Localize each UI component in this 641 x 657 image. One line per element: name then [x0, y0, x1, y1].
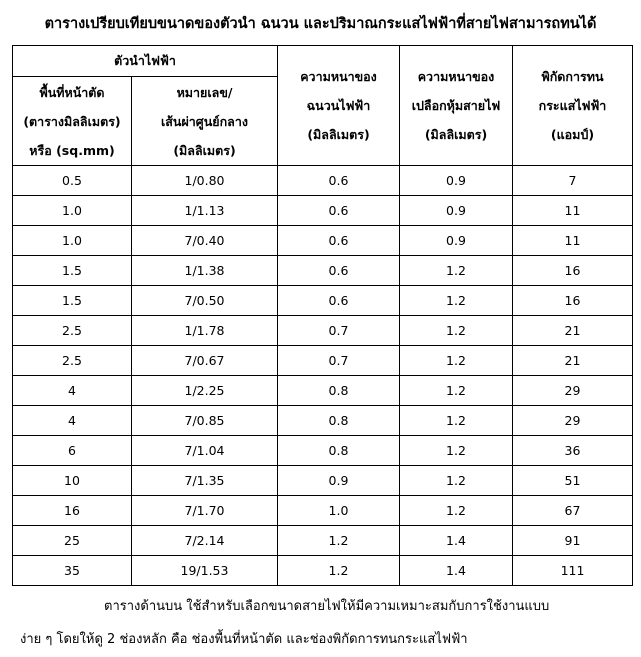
header-line: (มิลลิเมตร): [173, 142, 236, 158]
cell-sheath-thickness: 1.2: [400, 466, 513, 496]
cell-sheath-thickness: 0.9: [400, 226, 513, 256]
cell-insulation-thickness: 0.6: [278, 256, 400, 286]
cell-strand-diameter: 7/1.35: [132, 466, 278, 496]
header-line: ฉนวนไฟฟ้า: [306, 98, 371, 113]
cell-sheath-thickness: 1.2: [400, 436, 513, 466]
table-row: [13, 166, 633, 196]
table-row: [13, 226, 633, 256]
header-line: (แอมป์): [550, 127, 595, 142]
table-row: [13, 466, 633, 496]
cell-strand-diameter: 7/0.85: [132, 406, 278, 436]
wire-size-table: [12, 45, 633, 586]
strand-diameter-header: [132, 77, 278, 166]
table-row: [13, 346, 633, 376]
cell-insulation-thickness: 0.6: [278, 196, 400, 226]
cell-strand-diameter: 7/1.04: [132, 436, 278, 466]
cell-sheath-thickness: 1.4: [400, 556, 513, 586]
header-line: (มิลลิเมตร): [424, 127, 488, 142]
cell-cross-section: 4: [13, 376, 132, 406]
header-line: หมายเลข/: [176, 84, 233, 100]
cell-cross-section: 0.5: [13, 166, 132, 196]
cell-cross-section: 10: [13, 466, 132, 496]
cell-sheath-thickness: 0.9: [400, 196, 513, 226]
table-row: [13, 316, 633, 346]
cell-strand-diameter: 7/2.14: [132, 526, 278, 556]
table-row: [13, 526, 633, 556]
cell-current-rating: 91: [513, 526, 633, 556]
cell-sheath-thickness: 1.2: [400, 316, 513, 346]
cell-insulation-thickness: 1.2: [278, 526, 400, 556]
cell-cross-section: 2.5: [13, 316, 132, 346]
cell-strand-diameter: 1/2.25: [132, 376, 278, 406]
cell-current-rating: 16: [513, 286, 633, 316]
cell-current-rating: 111: [513, 556, 633, 586]
cell-current-rating: 11: [513, 226, 633, 256]
table-row: [13, 376, 633, 406]
cell-cross-section: 1.0: [13, 226, 132, 256]
cell-strand-diameter: 19/1.53: [132, 556, 278, 586]
table-row: [13, 436, 633, 466]
cell-cross-section: 4: [13, 406, 132, 436]
cell-insulation-thickness: 0.7: [278, 346, 400, 376]
header-line: พิกัดการทน: [541, 69, 604, 84]
cell-insulation-thickness: 0.6: [278, 226, 400, 256]
cell-sheath-thickness: 1.2: [400, 496, 513, 526]
header-line: เปลือกหุ้มสายไฟ: [411, 98, 501, 113]
cell-cross-section: 16: [13, 496, 132, 526]
sheath-thickness-header: [400, 46, 513, 166]
table-row: [13, 406, 633, 436]
cell-current-rating: 7: [513, 166, 633, 196]
cell-strand-diameter: 1/1.38: [132, 256, 278, 286]
cell-current-rating: 29: [513, 376, 633, 406]
header-line: เส้นผ่าศูนย์กลาง: [161, 113, 248, 129]
cell-strand-diameter: 1/1.13: [132, 196, 278, 226]
cell-current-rating: 21: [513, 316, 633, 346]
cell-sheath-thickness: 1.2: [400, 256, 513, 286]
cell-current-rating: 67: [513, 496, 633, 526]
cell-sheath-thickness: 1.2: [400, 406, 513, 436]
cell-current-rating: 51: [513, 466, 633, 496]
header-line: พื้นที่หน้าตัด: [39, 84, 105, 100]
cell-insulation-thickness: 0.8: [278, 436, 400, 466]
insulation-thickness-header: [278, 46, 400, 166]
cell-current-rating: 21: [513, 346, 633, 376]
note-line-2: ง่าย ๆ โดยให้ดู 2 ช่องหลัก คือ ช่องพื้นที่หน้าตัด และช่องพิกัดการทนกระแสไฟฟ้า: [20, 632, 468, 647]
cell-current-rating: 36: [513, 436, 633, 466]
cell-insulation-thickness: 0.6: [278, 166, 400, 196]
table-row: [13, 196, 633, 226]
cell-insulation-thickness: 1.2: [278, 556, 400, 586]
header-line: กระแสไฟฟ้า: [538, 98, 607, 113]
cell-cross-section: 2.5: [13, 346, 132, 376]
table-body: [13, 166, 633, 586]
cell-insulation-thickness: 0.8: [278, 406, 400, 436]
note-line-1: ตารางด้านบน ใช้สำหรับเลือกขนาดสายไฟให้มีความเหมาะสมกับการใช้งานแบบ: [104, 599, 550, 614]
cell-sheath-thickness: 1.2: [400, 286, 513, 316]
cell-insulation-thickness: 0.7: [278, 316, 400, 346]
cell-strand-diameter: 7/0.67: [132, 346, 278, 376]
header-line: ความหนาของ: [417, 69, 495, 84]
cell-sheath-thickness: 0.9: [400, 166, 513, 196]
header-line: (ตารางมิลลิเมตร): [23, 113, 121, 129]
current-rating-header: [513, 46, 633, 166]
table-row: [13, 256, 633, 286]
table-row: [13, 286, 633, 316]
conductor-group-header: ตัวนำไฟฟ้า: [13, 46, 278, 77]
cell-current-rating: 16: [513, 256, 633, 286]
cell-insulation-thickness: 1.0: [278, 496, 400, 526]
cell-cross-section: 25: [13, 526, 132, 556]
cell-strand-diameter: 7/0.40: [132, 226, 278, 256]
cell-strand-diameter: 1/0.80: [132, 166, 278, 196]
cross-section-header: [13, 77, 132, 166]
cell-cross-section: 35: [13, 556, 132, 586]
cell-sheath-thickness: 1.2: [400, 376, 513, 406]
cell-cross-section: 1.5: [13, 256, 132, 286]
cell-strand-diameter: 1/1.78: [132, 316, 278, 346]
cell-insulation-thickness: 0.9: [278, 466, 400, 496]
cell-strand-diameter: 7/1.70: [132, 496, 278, 526]
cell-insulation-thickness: 0.6: [278, 286, 400, 316]
cell-cross-section: 6: [13, 436, 132, 466]
cell-insulation-thickness: 0.8: [278, 376, 400, 406]
table-title: ตารางเปรียบเทียบขนาดของตัวนำ ฉนวน และปริมาณกระแสไฟฟ้าที่สายไฟสามารถทนได้: [44, 16, 597, 32]
cell-strand-diameter: 7/0.50: [132, 286, 278, 316]
cell-sheath-thickness: 1.4: [400, 526, 513, 556]
header-line: (มิลลิเมตร): [307, 127, 370, 142]
cell-current-rating: 29: [513, 406, 633, 436]
table-row: [13, 556, 633, 586]
header-line: หรือ (sq.mm): [29, 142, 115, 158]
cell-cross-section: 1.0: [13, 196, 132, 226]
cell-sheath-thickness: 1.2: [400, 346, 513, 376]
cell-cross-section: 1.5: [13, 286, 132, 316]
cell-current-rating: 11: [513, 196, 633, 226]
header-line: ความหนาของ: [300, 69, 377, 84]
table-row: [13, 496, 633, 526]
